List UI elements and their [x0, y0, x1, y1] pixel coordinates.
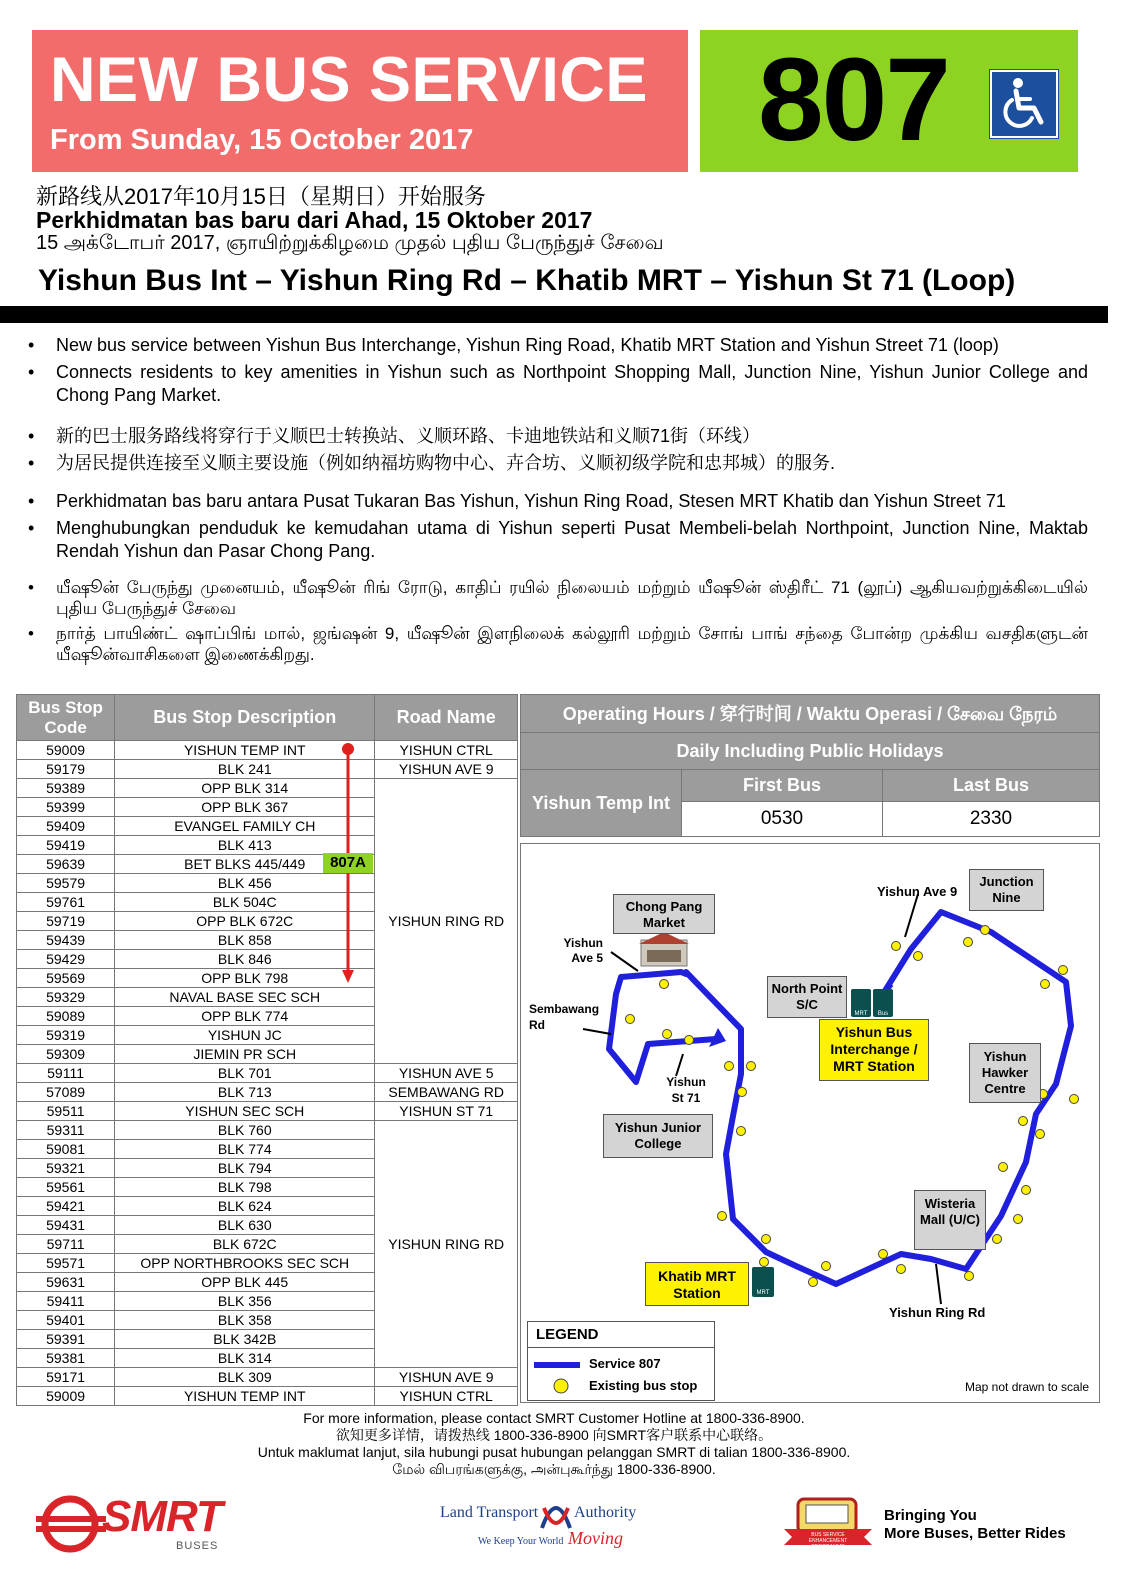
bus-stop-dot [660, 980, 669, 989]
bus-stop-dot [685, 1036, 694, 1045]
hawker-centre-label: Yishun Hawker Centre [969, 1043, 1041, 1103]
stop-description: YISHUN JC [115, 1026, 375, 1045]
stop-code: 59009 [17, 741, 115, 760]
stop-code: 59761 [17, 893, 115, 912]
stop-code: 59639 [17, 855, 115, 874]
bullet-item: • New bus service between Yishun Bus Interchange, Yishun Ring Road, Khatib MRT Station and Yishun Street 71 (loop) [24, 334, 1088, 357]
short-working-label: 807A [323, 853, 373, 873]
legend-service-label: Service 807 [589, 1356, 661, 1371]
stop-description: YISHUN SEC SCH [115, 1102, 375, 1121]
ave9-pointer [905, 894, 918, 937]
stop-code: 59401 [17, 1311, 115, 1330]
bus-stop-dot [725, 1062, 734, 1071]
map-scale-note: Map not drawn to scale [965, 1380, 1090, 1394]
stop-code: 59179 [17, 760, 115, 779]
footer-chinese: 欲知更多详情，请拨热线 1800-336-8900 向SMRT客户联系中心联络。 [335, 1427, 773, 1443]
origin-terminal: Yishun Temp Int [521, 770, 682, 837]
bullets-tamil [24, 577, 1088, 669]
bus-stop-dot [718, 1212, 727, 1221]
road-name: YISHUN AVE 9 [375, 1368, 518, 1387]
road-label-yishun-ave9: Yishun Ave 9 [877, 884, 958, 899]
stop-code: 59439 [17, 931, 115, 950]
stop-code: 59409 [17, 817, 115, 836]
bus-stop-dot [1059, 966, 1068, 975]
bus-stop-dot [993, 1235, 1002, 1244]
bus-small-label: Bus [877, 1011, 889, 1017]
bus-stop-dot [981, 926, 990, 935]
last-bus-time: 2330 [883, 802, 1100, 837]
short-working-start-dot [342, 743, 354, 755]
road-name: YISHUN ST 71 [375, 1102, 518, 1121]
stop-code: 59569 [17, 969, 115, 988]
lta-text-right: Authority [574, 1504, 637, 1521]
stop-code: 59391 [17, 1330, 115, 1349]
stop-description: BET BLKS 445/449 [115, 855, 375, 874]
st71-pointer [676, 1054, 683, 1076]
stop-description: BLK 314 [115, 1349, 375, 1368]
stop-description: BLK 760 [115, 1121, 375, 1140]
stop-description: BLK 794 [115, 1159, 375, 1178]
table-row [17, 760, 518, 779]
stop-description: JIEMIN PR SCH [115, 1045, 375, 1064]
stop-code: 59631 [17, 1273, 115, 1292]
road-name: YISHUN RING RD [375, 779, 518, 1064]
bus-stop-dot [897, 1265, 906, 1274]
stop-description: EVANGEL FAMILY CH [115, 817, 375, 836]
operating-hours-title: Operating Hours / 穿行时间 / Waktu Operasi / சேவை நேரம் [521, 695, 1100, 733]
map-legend [527, 1321, 715, 1401]
stop-code: 59511 [17, 1102, 115, 1121]
bus-stop-dot [1014, 1215, 1023, 1224]
stop-code: 59561 [17, 1178, 115, 1197]
footer-english: For more information, please contact SMRT Customer Hotline at 1800-336-8900. [303, 1410, 805, 1426]
wheelchair-accessible-icon [990, 70, 1058, 138]
daily-note: Daily Including Public Holidays [521, 733, 1100, 770]
legend-title: LEGEND [528, 1322, 714, 1348]
stop-description: OPP BLK 798 [115, 969, 375, 988]
bullet-item: • Connects residents to key amenities in Yishun such as Northpoint Shopping Mall, Junction Nine, Yishun Junior College and Chong Pang Market. [24, 361, 1088, 407]
bus-stop-dot [626, 1015, 635, 1024]
stop-description: BLK 774 [115, 1140, 375, 1159]
bsep-line1: Bringing You [884, 1507, 977, 1524]
stop-code: 59429 [17, 950, 115, 969]
smrt-symbol-icon [36, 1494, 106, 1554]
stop-code: 59309 [17, 1045, 115, 1064]
bus-stop-dot [738, 1088, 747, 1097]
bus-stop-dot [1022, 1186, 1031, 1195]
road-name: YISHUN AVE 9 [375, 760, 518, 779]
footer-tamil: மேல் விபரங்களுக்கு, அன்புகூர்ந்து 1800-336-8900. [392, 1461, 716, 1477]
bullet-item: • யீஷூன் பேருந்து முனையம், யீஷூன் ரிங் ரோடு, காதிப் ரயில் நிலையம் மற்றும் யீஷூன் ஸ்திரீட் 71 (லூப்) ஆகியவற்றுக்கிடையில் புதிய பேருந்துச் சேவை [24, 577, 1088, 619]
stop-description: OPP NORTHBROOKS SEC SCH [115, 1254, 375, 1273]
stop-code: 59381 [17, 1349, 115, 1368]
route-title: Yishun Bus Int – Yishun Ring Rd – Khatib MRT – Yishun St 71 (Loop) [38, 264, 1016, 297]
bus-stop-dot [914, 952, 923, 961]
bus-stop-dot [663, 1030, 672, 1039]
subtitle-tamil: 15 அக்டோபர் 2017, ஞாயிற்றுக்கிழமை முதல் புதிய பேருந்துச் சேவை [36, 232, 664, 254]
khatib-mrt-label: Khatib MRT Station [645, 1262, 749, 1306]
stop-description: OPP BLK 314 [115, 779, 375, 798]
divider-bar [0, 306, 1108, 323]
table-row [17, 1064, 518, 1083]
stop-code: 59389 [17, 779, 115, 798]
bus-stop-dot [1019, 1117, 1028, 1126]
bullet-item: • 新的巴士服务路线将穿行于义顺巴士转换站、义顺环路、卡迪地铁站和义顺71街（环线） [24, 425, 1088, 448]
bus-stop-rows [17, 741, 518, 1406]
first-bus-time: 0530 [682, 802, 883, 837]
bullets-malay [24, 490, 1088, 567]
bus-stop-dot [1070, 1095, 1079, 1104]
stop-description: BLK 672C [115, 1235, 375, 1254]
stop-description: BLK 241 [115, 760, 375, 779]
ringrd-pointer [936, 1264, 941, 1304]
table-row [17, 1083, 518, 1102]
start-date: From Sunday, 15 October 2017 [50, 124, 474, 156]
stop-code: 59411 [17, 1292, 115, 1311]
table-row [17, 779, 518, 798]
stop-description: BLK 413 [115, 836, 375, 855]
stop-description: BLK 358 [115, 1311, 375, 1330]
stop-description: OPP BLK 774 [115, 1007, 375, 1026]
bullet-item: • Perkhidmatan bas baru antara Pusat Tukaran Bas Yishun, Yishun Ring Road, Stesen MRT Khatib dan Yishun Street 71 [24, 490, 1088, 513]
stop-code: 59111 [17, 1064, 115, 1083]
subtitle-chinese: 新路线从2017年10月15日（星期日）开始服务 [36, 184, 486, 209]
road-name: YISHUN RING RD [375, 1121, 518, 1368]
stop-code: 59421 [17, 1197, 115, 1216]
bullet-item: • 为居民提供连接至义顺主要设施（例如纳福坊购物中心、卉合坊、义顺初级学院和忠邦城）的服务. [24, 452, 1088, 475]
legend-stop-label: Existing bus stop [589, 1378, 698, 1393]
short-working-arrow [342, 970, 354, 983]
interchange-label: Yishun Bus Interchange / MRT Station [819, 1019, 929, 1081]
table-row [17, 1368, 518, 1387]
page-title: NEW BUS SERVICE [50, 45, 648, 115]
first-bus-label: First Bus [682, 770, 883, 802]
stop-description: YISHUN TEMP INT [115, 1387, 375, 1406]
table-row [17, 1387, 518, 1406]
stop-description: BLK 356 [115, 1292, 375, 1311]
stop-description: YISHUN TEMP INT [115, 741, 375, 760]
lta-tagline: We Keep Your World [478, 1536, 564, 1547]
bus-stop-dot [822, 1262, 831, 1271]
stop-code: 59171 [17, 1368, 115, 1387]
bus-stop-dot [964, 938, 973, 947]
stop-description: NAVAL BASE SEC SCH [115, 988, 375, 1007]
north-point-label: North Point S/C [767, 976, 847, 1018]
stop-description: BLK 701 [115, 1064, 375, 1083]
bus-stop-dot [999, 1163, 1008, 1172]
subtitle-malay: Perkhidmatan bas baru dari Ahad, 15 Oktober 2017 [36, 207, 593, 233]
lta-logo [440, 1498, 650, 1556]
wisteria-mall-label: Wisteria Mall (U/C) [914, 1190, 986, 1250]
road-name: YISHUN AVE 5 [375, 1064, 518, 1083]
bus-stop-dot [760, 1258, 769, 1267]
stop-code: 59009 [17, 1387, 115, 1406]
stop-code: 57089 [17, 1083, 115, 1102]
footer-malay: Untuk maklumat lanjut, sila hubungi pusat hubungan pelanggan SMRT di talian 1800-336-8900. [257, 1444, 851, 1460]
smrt-logo [36, 1494, 236, 1554]
bus-stop-table [16, 694, 518, 1406]
col-header-description: Bus Stop Description [115, 695, 375, 741]
stop-code: 59089 [17, 1007, 115, 1026]
ave5-pointer [611, 952, 638, 971]
bsep-logo [784, 1495, 1084, 1555]
bus-stop-dot [747, 1062, 756, 1071]
khatib-mrt-small-label: MRT [756, 1290, 770, 1296]
stop-description: BLK 630 [115, 1216, 375, 1235]
lta-text-left: Land Transport [440, 1504, 539, 1521]
road-label-yishun-st71: Yishun St 71 [666, 1075, 706, 1105]
table-row [17, 741, 518, 760]
chong-pang-market-label: Chong Pang Market [613, 894, 715, 934]
bsep-badge-text: BUS SERVICE ENHANCEMENT PROGRAMME [808, 1532, 848, 1550]
stop-code: 59399 [17, 798, 115, 817]
road-name: SEMBAWANG RD [375, 1083, 518, 1102]
stop-code: 59081 [17, 1140, 115, 1159]
bus-stop-dot [762, 1235, 771, 1244]
stop-code: 59711 [17, 1235, 115, 1254]
bus-stop-dot [737, 1127, 746, 1136]
stop-code: 59319 [17, 1026, 115, 1045]
stop-description: BLK 504C [115, 893, 375, 912]
stop-code: 59719 [17, 912, 115, 931]
stop-description: BLK 846 [115, 950, 375, 969]
bus-stop-dot [965, 1272, 974, 1281]
junction-nine-label: Junction Nine [969, 869, 1044, 911]
bullets-chinese [24, 425, 1088, 479]
col-header-code: Bus Stop Code [17, 695, 115, 741]
road-label-yishun-ring-rd: Yishun Ring Rd [889, 1305, 986, 1320]
stop-code: 59579 [17, 874, 115, 893]
bsep-line2: More Buses, Better Rides [884, 1525, 1066, 1542]
stop-code: 59329 [17, 988, 115, 1007]
table-row [17, 1121, 518, 1140]
mrt-small-label: MRT [854, 1011, 868, 1017]
service-number: 807 [758, 34, 949, 166]
bus-stop-dot [1041, 980, 1050, 989]
bus-stop-dot [892, 942, 901, 951]
stop-code: 59419 [17, 836, 115, 855]
stop-description: BLK 456 [115, 874, 375, 893]
stop-description: OPP BLK 367 [115, 798, 375, 817]
bus-stop-dot [1036, 1130, 1045, 1139]
smrt-buses-text: BUSES [176, 1540, 219, 1552]
road-label-sembawang-rd: Sembawang Rd [529, 1002, 600, 1032]
stop-code: 59431 [17, 1216, 115, 1235]
route-map [520, 843, 1100, 1403]
stop-description: BLK 342B [115, 1330, 375, 1349]
chong-pang-market-picture [639, 932, 689, 966]
lta-moving-text: Moving [568, 1528, 623, 1548]
bus-stop-dot [879, 1250, 888, 1259]
operating-hours-table [520, 694, 1100, 837]
road-label-yishun-ave5: Yishun Ave 5 [563, 936, 603, 965]
stop-description: OPP BLK 672C [115, 912, 375, 931]
yishun-jc-label: Yishun Junior College [603, 1114, 713, 1158]
bullet-item: • Menghubungkan penduduk ke kemudahan utama di Yishun seperti Pusat Membeli-belah Northpoint, Junction Nine, Maktab Rendah Yishun dan Pasar Chong Pang. [24, 517, 1088, 563]
contact-footer [0, 1410, 1108, 1478]
stop-description: BLK 624 [115, 1197, 375, 1216]
stop-description: BLK 713 [115, 1083, 375, 1102]
bullets-english [24, 334, 1088, 411]
bus-stop-dot [809, 1278, 818, 1287]
stop-code: 59571 [17, 1254, 115, 1273]
stop-description: OPP BLK 445 [115, 1273, 375, 1292]
table-row [17, 1102, 518, 1121]
road-name: YISHUN CTRL [375, 1387, 518, 1406]
stop-description: BLK 309 [115, 1368, 375, 1387]
stop-code: 59311 [17, 1121, 115, 1140]
bullet-item: • நார்த் பாயிண்ட் ஷாப்பிங் மால், ஜங்ஷன் 9, யீஷூன் இளநிலைக் கல்லூரி மற்றும் சோங் பாங் சந்தை போன்ற முக்கிய வசதிகளுடன் யீஷூன்வாசிகளை இணைக்கிறது. [24, 623, 1088, 665]
col-header-road: Road Name [375, 695, 518, 741]
stop-description: BLK 858 [115, 931, 375, 950]
stop-code: 59321 [17, 1159, 115, 1178]
stop-description: BLK 798 [115, 1178, 375, 1197]
smrt-wordmark: SMRT [102, 1492, 222, 1541]
last-bus-label: Last Bus [883, 770, 1100, 802]
road-name: YISHUN CTRL [375, 741, 518, 760]
